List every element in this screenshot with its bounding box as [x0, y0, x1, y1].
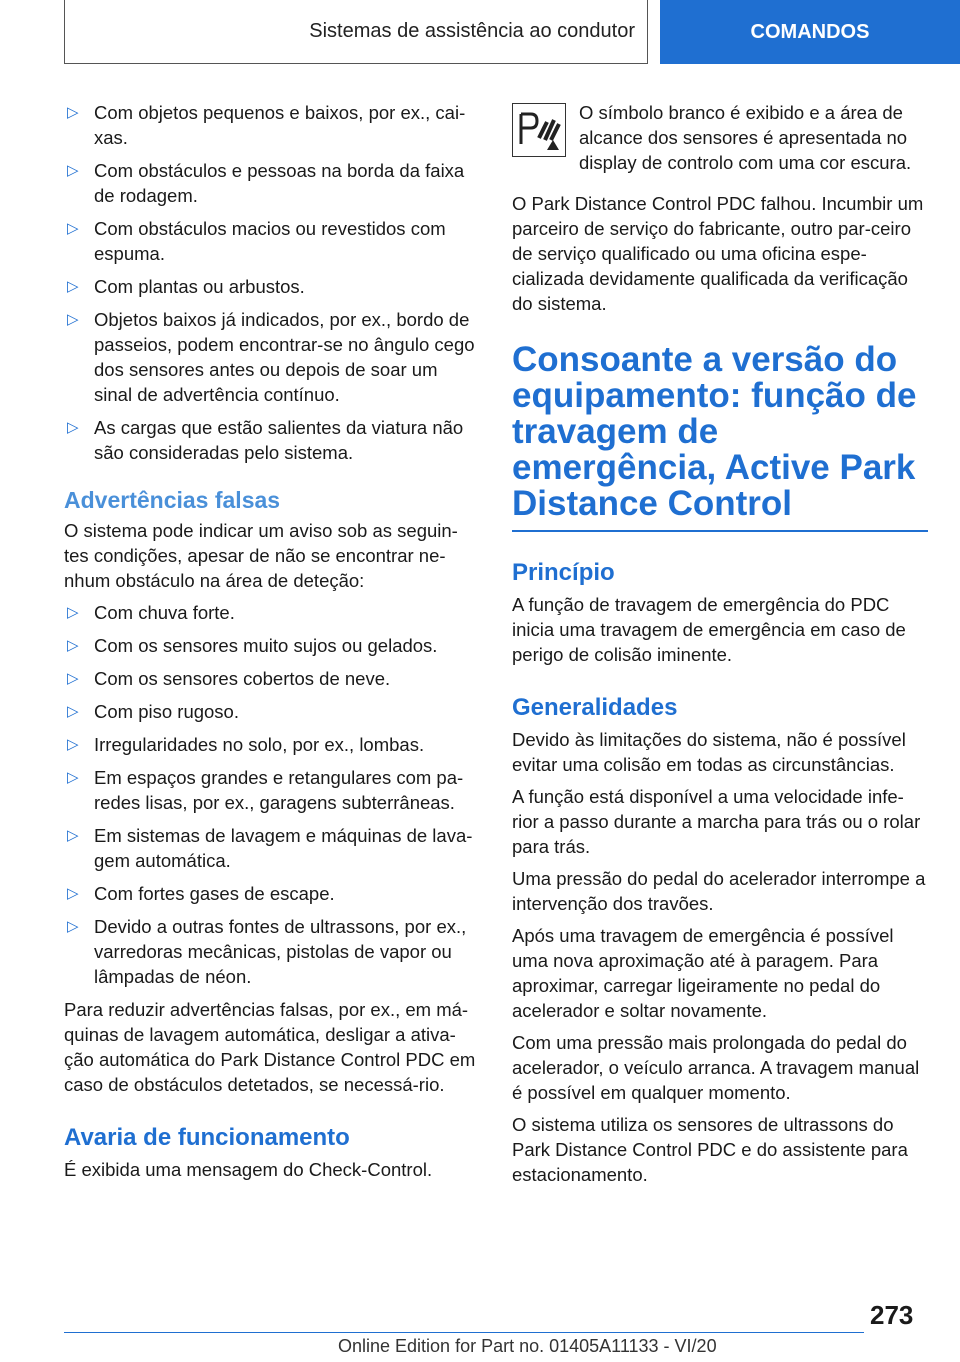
general-paragraph: O sistema utiliza os sensores de ultrassons do Park Distance Control PDC e do assistente para estacionamento. [512, 1114, 908, 1185]
list-item: ▷ Com os sensores muito sujos ou gelados. [67, 635, 438, 656]
left-column [64, 100, 478, 1189]
triangle-bullet-icon: ▷ [67, 311, 79, 328]
list-item: ▷ Com obstáculos e pessoas na borda da faixa de rodagem. [67, 160, 465, 206]
heading-general: Generalidades [512, 694, 678, 721]
list-item: ▷ Com piso rugoso. [67, 701, 239, 722]
triangle-bullet-icon: ▷ [67, 885, 79, 902]
heading-false-warnings: Advertências falsas [64, 487, 281, 513]
list-item: ▷ Objetos baixos já indicados, por ex., bordo de passeios, podem encontrar-se no ângulo cego dos sensores antes ou depois de soar um sinal de advertência contínuo. [67, 309, 475, 405]
icon-caption: O símbolo branco é exibido e a área de alcance dos sensores é apresentada no display de controlo com uma cor escura. [579, 102, 912, 173]
footer-edition: Online Edition for Part no. 01405A11133 - VI/20 [338, 1336, 717, 1356]
pdc-failure-text: O Park Distance Control PDC falhou. Incumbir um parceiro de serviço do fabricante, outro par-ceiro de serviço qualificado ou uma oficina espe-cializada devidamente qualificada da verificação do sistema. [512, 193, 924, 314]
triangle-bullet-icon: ▷ [67, 637, 79, 654]
heading-principle: Princípio [512, 559, 615, 586]
triangle-bullet-icon: ▷ [67, 670, 79, 687]
list-item: ▷ Devido a outras fontes de ultrassons, por ex., varredoras mecânicas, pistolas de vapor ou lâmpadas de néon. [67, 916, 467, 987]
triangle-bullet-icon: ▷ [67, 827, 79, 844]
general-paragraph: Com uma pressão mais prolongada do pedal do acelerador, o veículo arranca. A travagem manual é possível em qualquer momento. [512, 1032, 920, 1103]
false-warnings-outro: Para reduzir advertências falsas, por ex., em má-quinas de lavagem automática, desligar a ativa-ção automática do Park Distance Control PDC em caso de obstáculos detetados, se necessá-rio. [64, 999, 476, 1095]
list-item: ▷ Com objetos pequenos e baixos, por ex., cai-xas. [67, 102, 466, 148]
triangle-bullet-icon: ▷ [67, 604, 79, 621]
false-warnings-intro: O sistema pode indicar um aviso sob as seguin-tes condições, apesar de não se encontrar ne-nhum obstáculo na área de deteção: [64, 520, 458, 591]
heading-malfunction: Avaria de funcionamento [64, 1124, 350, 1151]
list-item: ▷ Em espaços grandes e retangulares com pa-redes lisas, por ex., garagens subterrâneas. [67, 767, 464, 813]
triangle-bullet-icon: ▷ [67, 104, 79, 121]
list-item: ▷ As cargas que estão salientes da viatura não são consideradas pelo sistema. [67, 417, 464, 463]
triangle-bullet-icon: ▷ [67, 162, 79, 179]
list-item: ▷ Com plantas ou arbustos. [67, 276, 305, 297]
footer-divider [64, 1332, 864, 1333]
triangle-bullet-icon: ▷ [67, 703, 79, 720]
page-number: 273 [870, 1300, 914, 1330]
general-paragraph: A função está disponível a uma velocidade infe-rior a passo durante a marcha para trás ou o rolar para trás. [512, 786, 921, 857]
bullet-list-limitations [64, 100, 478, 465]
triangle-bullet-icon: ▷ [67, 220, 79, 237]
list-item: ▷ Com obstáculos macios ou revestidos com espuma. [67, 218, 446, 264]
triangle-bullet-icon: ▷ [67, 278, 79, 295]
header-tab-comandos[interactable] [660, 0, 960, 64]
header-tab-label: COMANDOS [750, 20, 870, 43]
malfunction-text: É exibida uma mensagem do Check-Control. [64, 1159, 433, 1180]
section-title: Consoante a versão do equipamento: função de travagem de emergência, Active Park Distance Control [512, 342, 928, 532]
park-distance-control-icon [512, 103, 566, 157]
header-section-label: Sistemas de assistência ao condutor [309, 20, 635, 42]
list-item: ▷ Com os sensores cobertos de neve. [67, 668, 391, 689]
general-paragraph: Devido às limitações do sistema, não é possível evitar uma colisão em todas as circunstâncias. [512, 729, 906, 775]
right-column [512, 100, 928, 1194]
general-paragraph: Após uma travagem de emergência é possível uma nova aproximação até à paragem. Para aproximar, carregar ligeiramente no pedal do acelerador e soltar novamente. [512, 925, 894, 1021]
general-paragraph: Uma pressão do pedal do acelerador interrompe a intervenção dos travões. [512, 868, 926, 914]
triangle-bullet-icon: ▷ [67, 419, 79, 436]
bullet-list-false-warnings [64, 600, 478, 989]
triangle-bullet-icon: ▷ [67, 918, 79, 935]
list-item: ▷ Com chuva forte. [67, 602, 235, 623]
list-item: ▷ Em sistemas de lavagem e máquinas de lava-gem automática. [67, 825, 473, 871]
list-item: ▷ Com fortes gases de escape. [67, 883, 335, 904]
pdc-icon-row [512, 100, 928, 175]
triangle-bullet-icon: ▷ [67, 769, 79, 786]
list-item: ▷ Irregularidades no solo, por ex., lombas. [67, 734, 425, 755]
header-section-title [64, 0, 648, 64]
triangle-bullet-icon: ▷ [67, 736, 79, 753]
principle-text: A função de travagem de emergência do PDC inicia uma travagem de emergência em caso de perigo de colisão iminente. [512, 594, 906, 665]
